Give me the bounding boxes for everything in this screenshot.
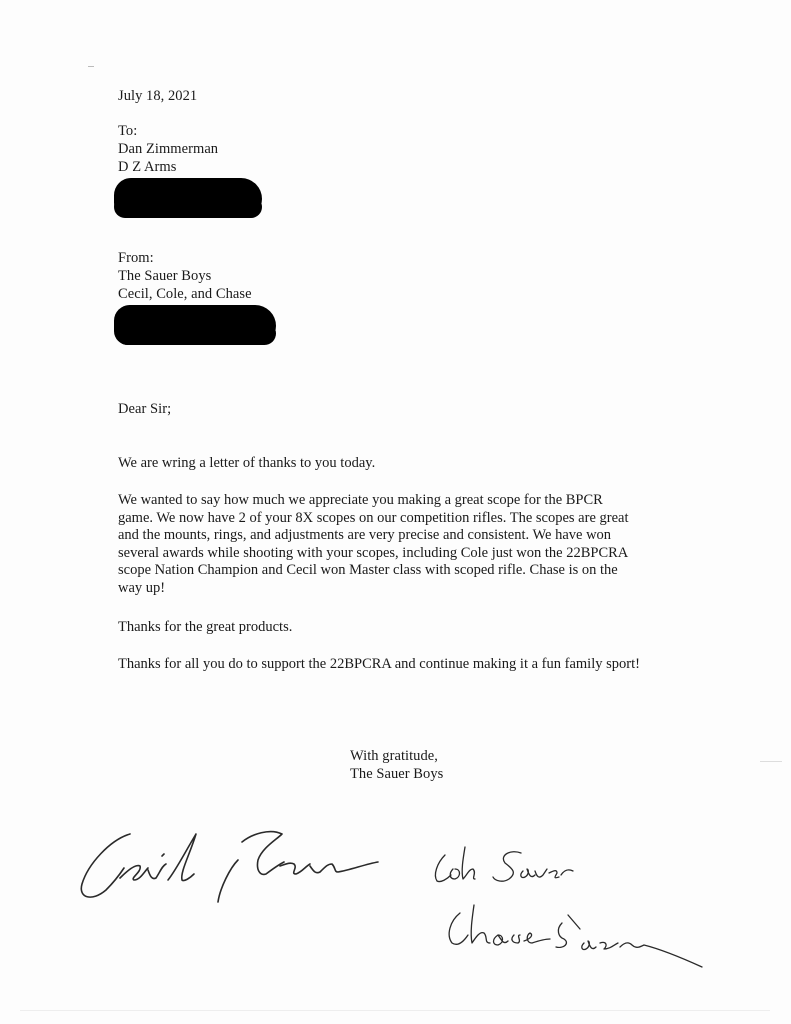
body-line: We wanted to say how much we appreciate you making a great scope for the BPCR <box>118 492 603 508</box>
scan-artifact <box>20 1010 770 1011</box>
sender-members: Cecil, Cole, and Chase <box>118 286 252 302</box>
salutation: Dear Sir; <box>118 401 172 417</box>
body-line: and the mounts, rings, and adjustments are very precise and consistent. We have won <box>118 527 612 544</box>
body-paragraph-4 <box>118 656 640 674</box>
sender-name: The Sauer Boys <box>118 268 212 284</box>
closing-name: The Sauer Boys <box>350 766 444 782</box>
letter-date: July 18, 2021 <box>118 88 198 104</box>
recipient-label: To: <box>118 123 138 139</box>
signature-chase <box>440 895 720 985</box>
sender-address-redaction-bottom <box>116 322 276 345</box>
scan-artifact <box>760 761 782 762</box>
body-line: Thanks for all you do to support the 22BPCRA and continue making it a fun family sport! <box>118 656 640 672</box>
signature-cole <box>425 835 595 895</box>
recipient-company: D Z Arms <box>118 159 177 175</box>
body-paragraph-1 <box>118 455 375 473</box>
signature-cecil <box>70 820 390 910</box>
recipient-address-redaction-bottom <box>114 196 262 218</box>
body-paragraph-2 <box>118 492 628 598</box>
body-line: We are wring a letter of thanks to you today. <box>118 455 376 471</box>
body-line: scope Nation Champion and Cecil won Master class with scoped rifle. Chase is on the <box>118 562 618 579</box>
recipient-name: Dan Zimmerman <box>118 141 219 157</box>
body-line: way up! <box>118 579 166 596</box>
scan-artifact <box>88 66 94 67</box>
sender-label: From: <box>118 250 154 266</box>
closing: With gratitude, <box>350 748 438 764</box>
body-paragraph-3 <box>118 619 292 637</box>
body-line: Thanks for the great products. <box>118 619 293 635</box>
body-line: game. We now have 2 of your 8X scopes on our competition rifles. The scopes are great <box>118 509 629 526</box>
body-line: several awards while shooting with your scopes, including Cole just won the 22BPCRA <box>118 544 629 561</box>
